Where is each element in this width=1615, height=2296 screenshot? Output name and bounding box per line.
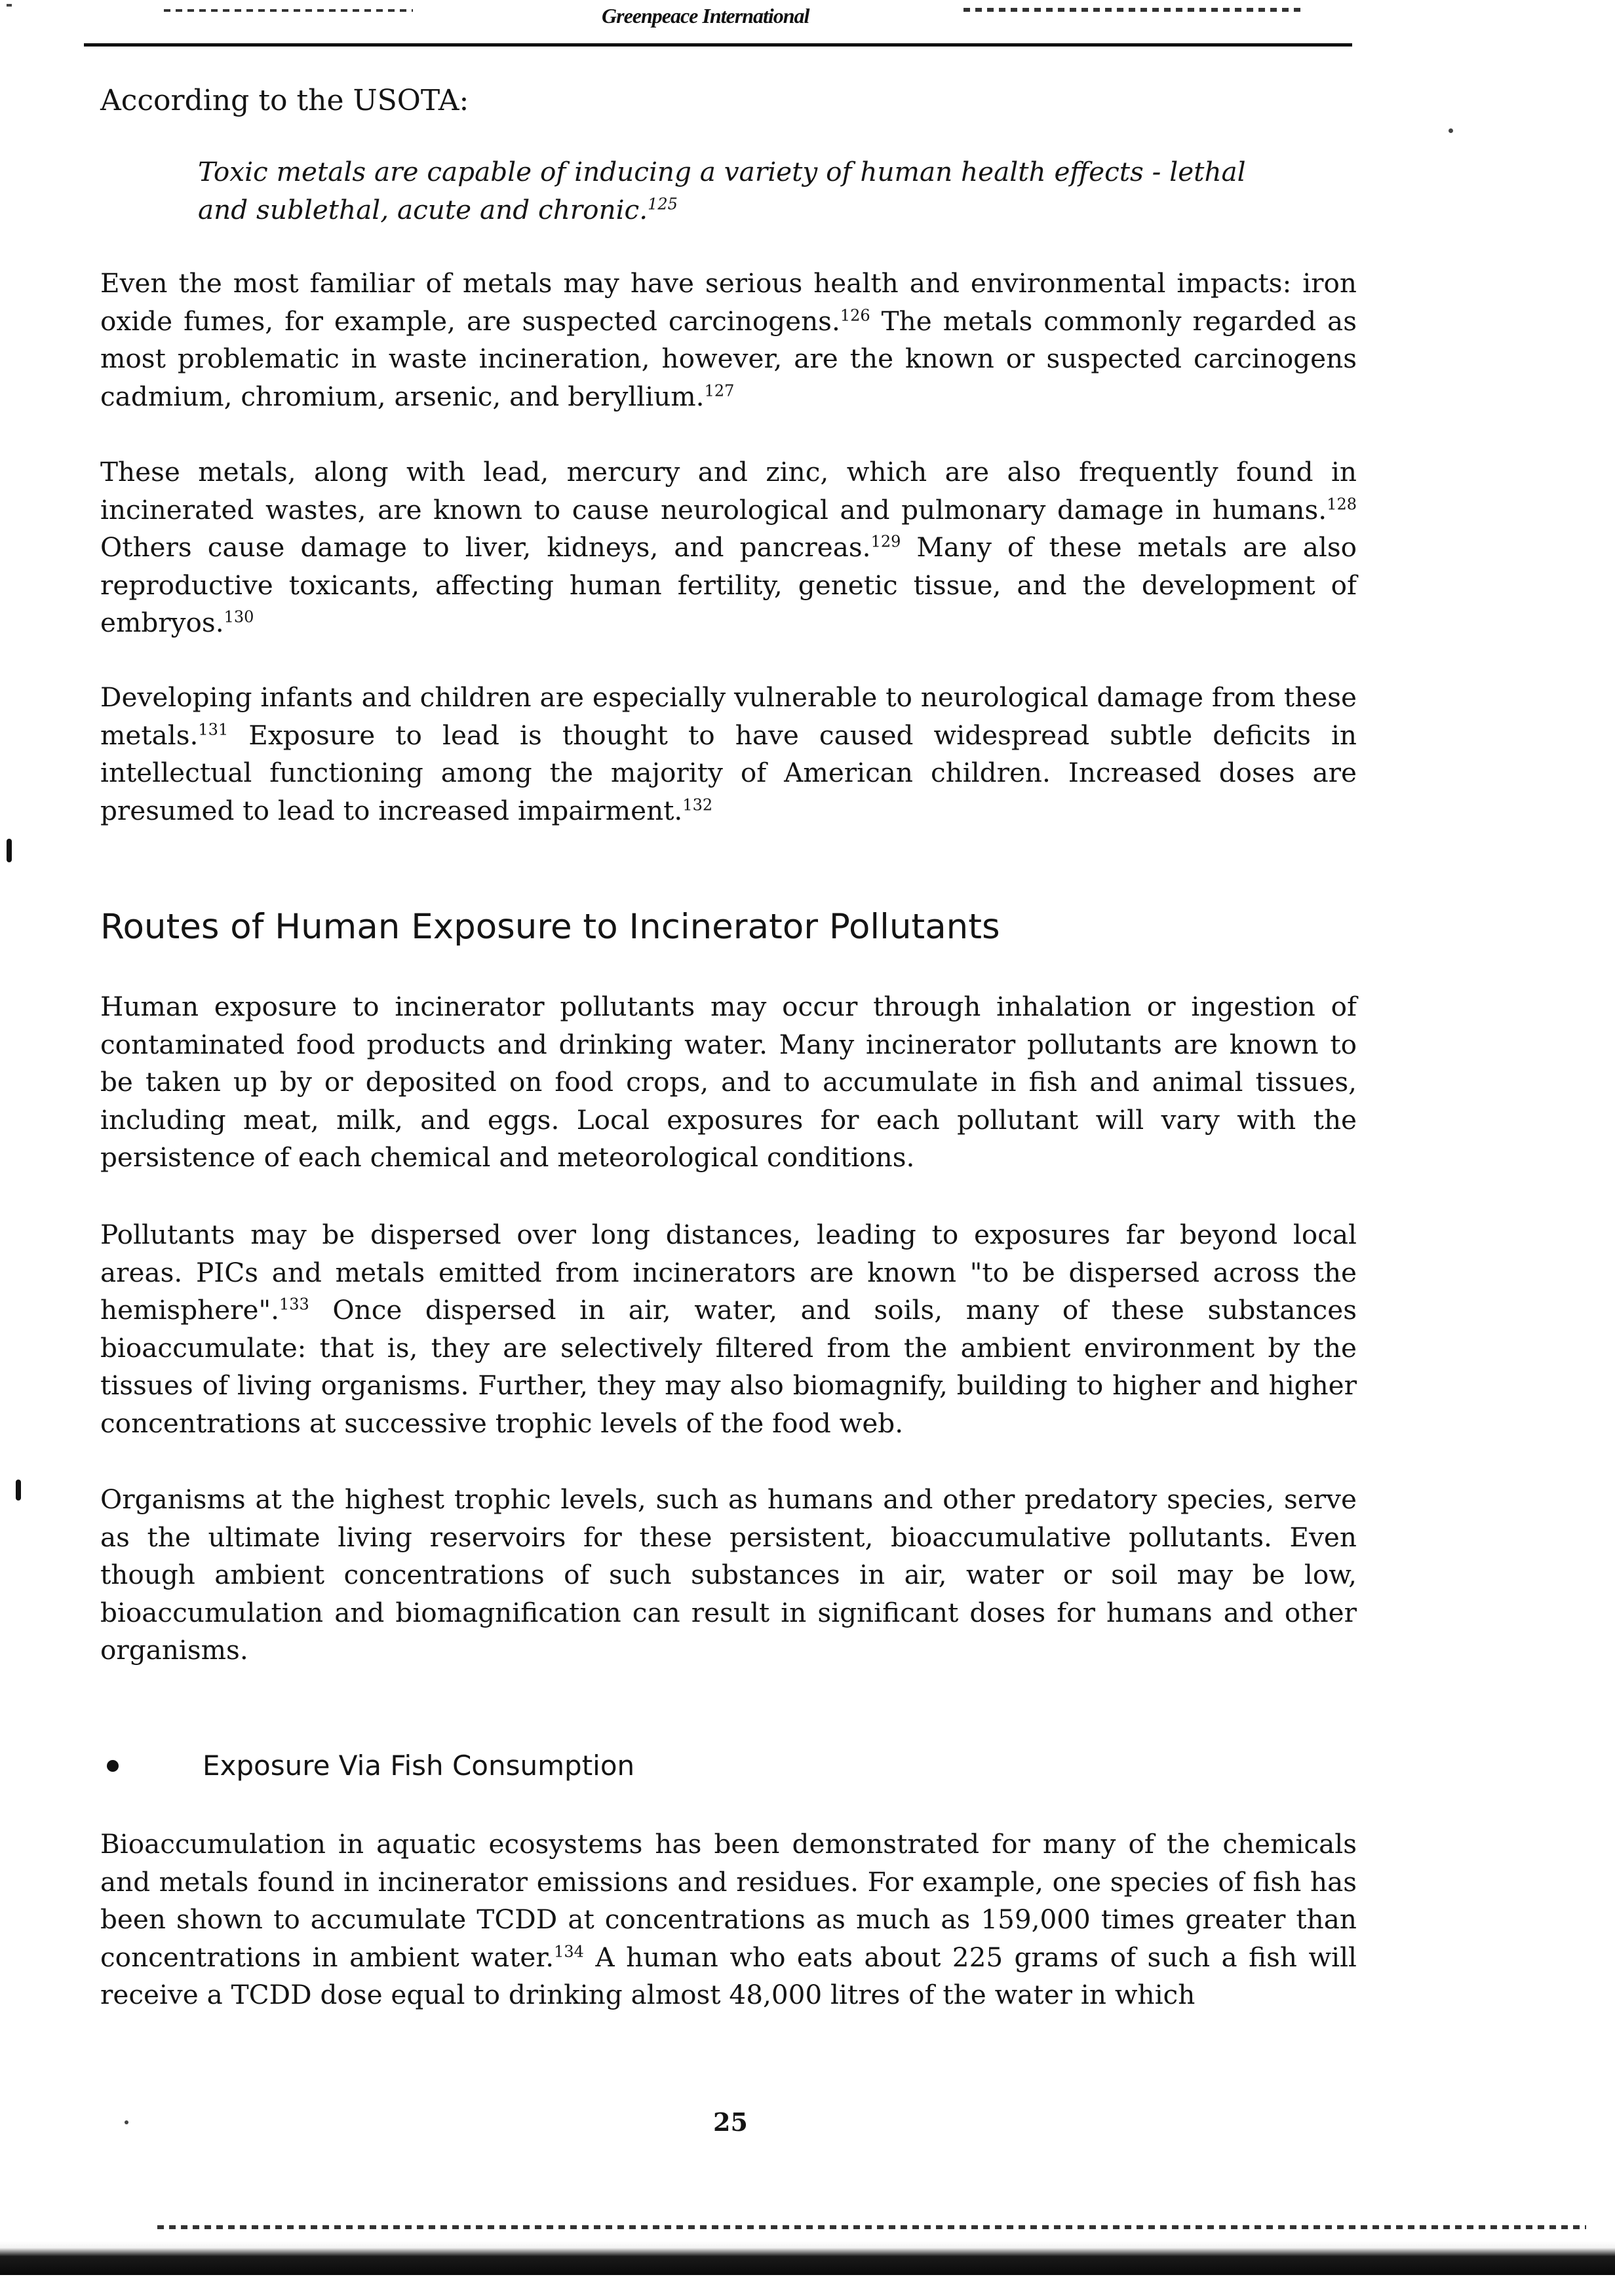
sub-heading [100, 1750, 634, 1782]
footnote-ref: 133 [279, 1295, 309, 1314]
footnote-ref: 132 [682, 795, 713, 814]
paragraph [100, 1481, 1357, 1670]
paragraph [100, 1826, 1357, 2014]
paragraph-text: Bioaccumulation in aquatic ecosystems has been demonstrated for many of the chemicals and metals found in incinerator emissions and residues. For example, one species of fish has been shown to accumulate TCDD at concentrations as much as 159,000 times greater than concentrations in ambient water. [100, 1828, 1357, 1973]
scan-speck [125, 2120, 128, 2124]
page-number: 25 [713, 2107, 748, 2137]
footnote-ref: 128 [1327, 495, 1357, 513]
quote-text: Toxic metals are capable of inducing a variety of human health effects - lethal and sublethal, acute and chronic. [198, 156, 1246, 225]
margin-mark [7, 839, 12, 862]
paragraph [100, 679, 1357, 830]
footnote-ref: 131 [198, 720, 229, 738]
section-heading: Routes of Human Exposure to Incinerator Pollutants [100, 907, 1000, 947]
footnote-ref: 127 [704, 381, 735, 400]
paragraph-text: Pollutants may be dispersed over long distances, leading to exposures far beyond local areas. PICs and metals emitted from incinerators are known "to be dispersed across the hemisphere". [100, 1219, 1357, 1326]
header-scan-noise-left [164, 9, 413, 12]
footer-scan-band [0, 2241, 1615, 2275]
paragraph-text: Once dispersed in air, water, and soils, many of these substances bioaccumulate: that is, they are selectively filtered from the ambient environment by the tissues of living organisms. Further, they may also biomagnify, building to higher and higher concentrations at successive trophic levels of the food web. [100, 1294, 1357, 1439]
paragraph-text: Developing infants and children are especially vulnerable to neurological damage from these metals. [100, 681, 1357, 751]
footnote-ref: 134 [554, 1942, 584, 1961]
paragraph [100, 453, 1357, 642]
paragraph [100, 988, 1357, 1177]
footnote-ref: 126 [840, 306, 870, 324]
paragraph [100, 1216, 1357, 1442]
paragraph [100, 265, 1357, 415]
intro-line: According to the USOTA: [100, 84, 469, 117]
header-rule [84, 43, 1352, 47]
header-scan-noise-right [963, 8, 1304, 12]
bullet-icon [107, 1760, 119, 1772]
header-title: Greenpeace International [602, 4, 809, 28]
footnote-ref: 125 [648, 195, 678, 213]
paragraph-text: The metals commonly regarded as most problematic in waste incineration, however, are the known or suspected carcinogens cadmium, chromium, arsenic, and beryllium. [100, 305, 1357, 412]
block-quote [198, 153, 1273, 229]
footer-scan-noise [157, 2225, 1586, 2229]
paragraph-text: A human who eats about 225 grams of such a fish will receive a TCDD dose equal to drinking almost 48,000 litres of the water in which [100, 1941, 1357, 2010]
paragraph-text: Exposure to lead is thought to have caused widespread subtle deficits in intellectual functioning among the majority of American children. Increased doses are presumed to lead to increased impairment. [100, 719, 1357, 826]
paragraph-text: Others cause damage to liver, kidneys, and pancreas. [100, 531, 871, 563]
paragraph-text: Human exposure to incinerator pollutants may occur through inhalation or ingestion of contaminated food products and drinking water. Many incinerator pollutants are known to be taken up by or deposited on food crops, and to accumulate in fish and animal tissues, including meat, milk, and eggs. Local exposures for each pollutant will vary with the persistence of each chemical and meteorological conditions. [100, 991, 1357, 1173]
margin-mark [16, 1480, 21, 1501]
scan-speck [7, 4, 12, 7]
paragraph-text: Many of these metals are also reproductive toxicants, affecting human fertility, genetic tissue, and the development of embryos. [100, 531, 1357, 638]
sub-heading-text: Exposure Via Fish Consumption [203, 1750, 635, 1782]
paragraph-text: These metals, along with lead, mercury and zinc, which are also frequently found in incinerated wastes, are known to cause neurological and pulmonary damage in humans. [100, 456, 1357, 526]
footnote-ref: 129 [870, 532, 901, 551]
paragraph-text: Organisms at the highest trophic levels, such as humans and other predatory species, serve as the ultimate living reservoirs for these persistent, bioaccumulative pollutants. Even though ambient concentrations of such substances in air, water or soil may be low, bioaccumulation and biomagnification can result in significant doses for humans and other organisms. [100, 1483, 1357, 1666]
footnote-ref: 130 [224, 607, 254, 626]
scan-speck [1449, 128, 1453, 133]
paragraph-text: Even the most familiar of metals may have serious health and environmental impacts: iron oxide fumes, for example, are suspected carcinogens. [100, 267, 1357, 337]
